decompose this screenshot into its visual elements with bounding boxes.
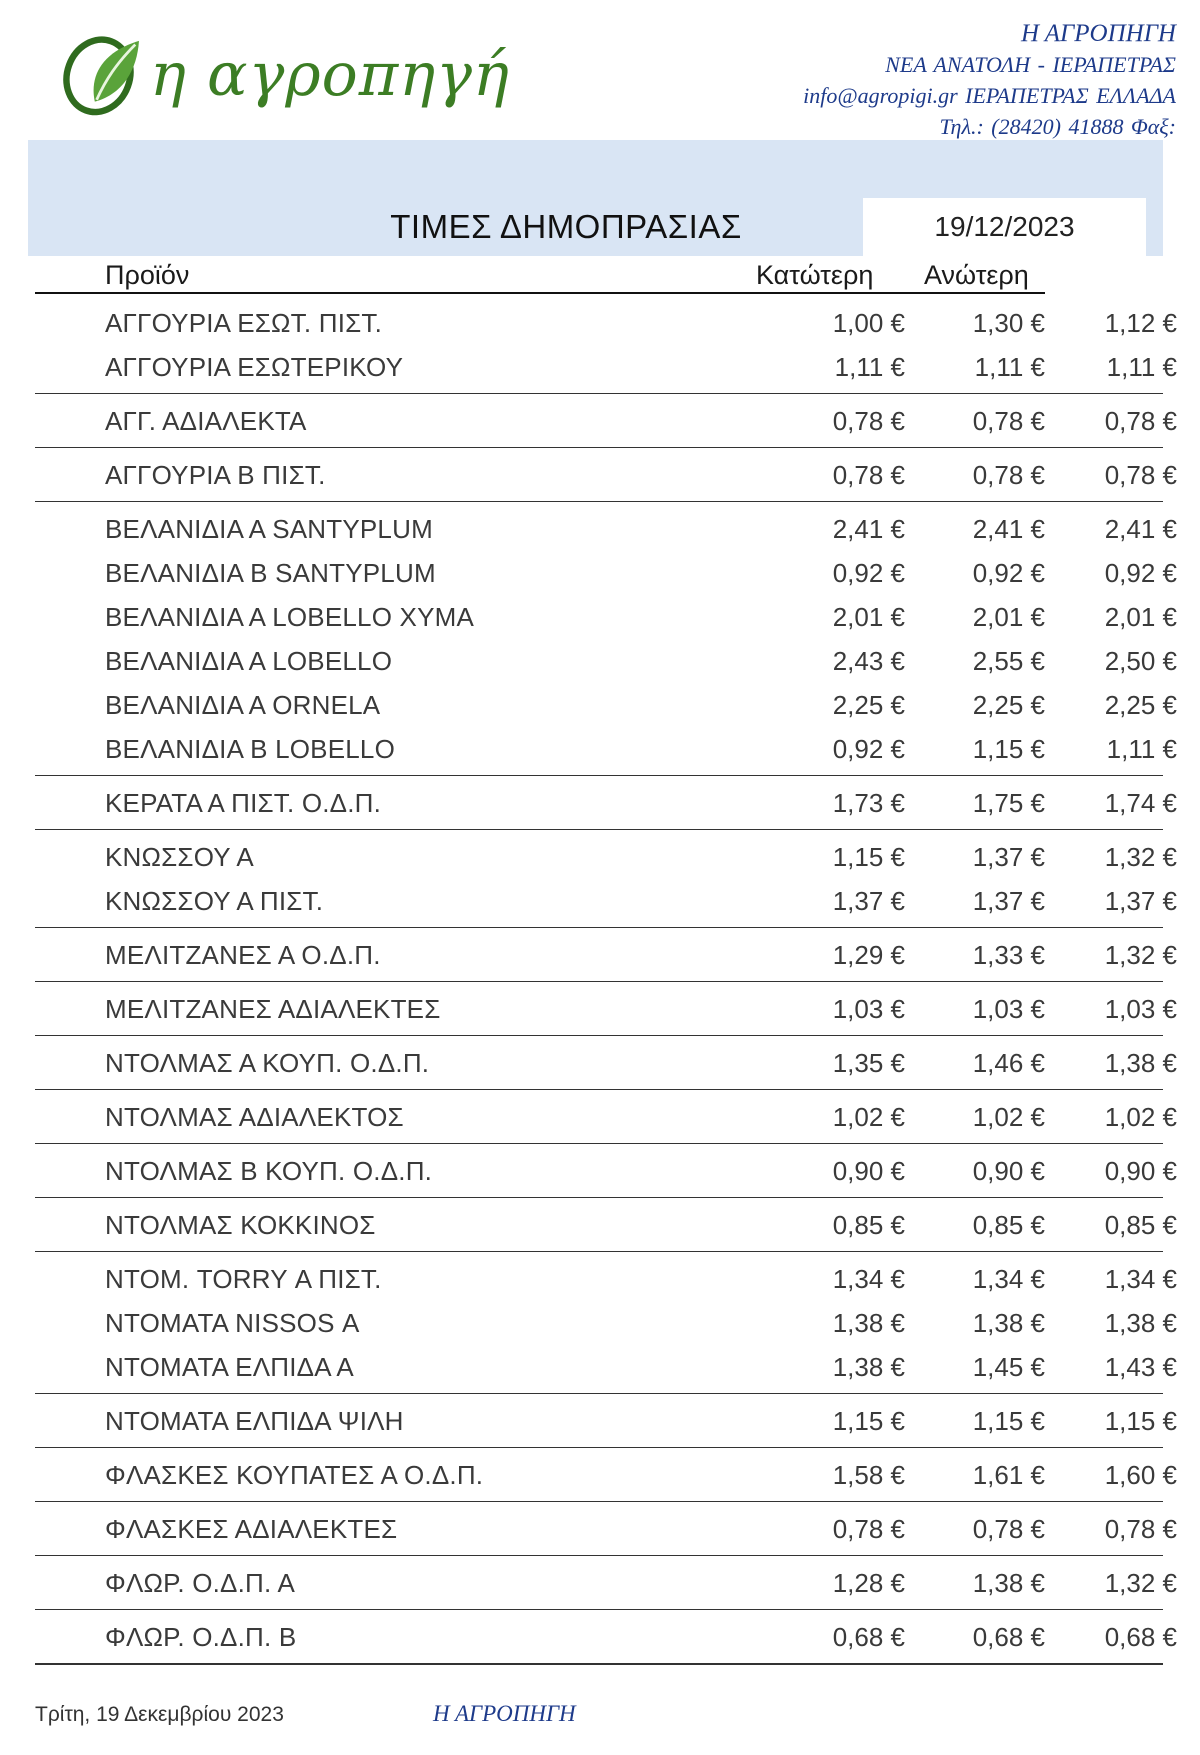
product-name: ΦΛΑΣΚΕΣ ΑΔΙΑΛΕΚΤΕΣ bbox=[105, 1514, 398, 1544]
price-high: 2,55 € bbox=[972, 646, 1045, 676]
row-group bbox=[35, 1252, 1177, 1394]
price-average: 1,32 € bbox=[1104, 1568, 1177, 1598]
row-group bbox=[35, 776, 1177, 830]
logo-text: η αγροπηγή bbox=[150, 40, 510, 110]
table-row bbox=[35, 344, 1177, 388]
price-low: 0,92 € bbox=[832, 734, 905, 764]
price-high: 1,03 € bbox=[972, 994, 1045, 1024]
product-name: ΑΓΓ. ΑΔΙΑΛΕΚΤΑ bbox=[105, 406, 307, 436]
price-low: 0,78 € bbox=[832, 1514, 905, 1544]
price-low: 1,38 € bbox=[832, 1352, 905, 1382]
price-low: 0,92 € bbox=[832, 558, 905, 588]
price-low: 0,68 € bbox=[832, 1622, 905, 1652]
price-high: 0,78 € bbox=[972, 460, 1045, 490]
price-average: 0,90 € bbox=[1104, 1156, 1177, 1186]
price-high: 1,37 € bbox=[972, 842, 1045, 872]
price-low: 0,78 € bbox=[832, 460, 905, 490]
price-high: 0,68 € bbox=[972, 1622, 1045, 1652]
price-high: 1,15 € bbox=[972, 734, 1045, 764]
product-name: ΚΕΡΑΤΑ Α ΠΙΣΤ. Ο.Δ.Π. bbox=[105, 788, 382, 818]
table-row bbox=[35, 506, 1177, 550]
table-row bbox=[35, 1506, 1177, 1550]
row-group bbox=[35, 448, 1177, 502]
product-name: ΝΤΟΛΜΑΣ ΑΔΙΑΛΕΚΤΟΣ bbox=[105, 1102, 404, 1132]
column-header-low: Κατώτερη bbox=[756, 260, 874, 290]
table-row bbox=[35, 1040, 1177, 1084]
price-average: 1,03 € bbox=[1104, 994, 1177, 1024]
price-average: 0,68 € bbox=[1104, 1622, 1177, 1652]
leaf-logo-icon bbox=[58, 28, 150, 120]
price-low: 1,29 € bbox=[832, 940, 905, 970]
logo bbox=[58, 26, 510, 126]
price-high: 1,34 € bbox=[972, 1264, 1045, 1294]
price-low: 2,01 € bbox=[832, 602, 905, 632]
company-phone-line: Τηλ.: (28420) 41888 Φαξ: bbox=[939, 114, 1176, 139]
column-header-high: Ανώτερη bbox=[924, 260, 1029, 290]
row-group bbox=[35, 830, 1177, 928]
table-row bbox=[35, 1148, 1177, 1192]
price-average: 2,50 € bbox=[1104, 646, 1177, 676]
table-row bbox=[35, 834, 1177, 878]
price-high: 1,30 € bbox=[972, 308, 1045, 338]
product-name: ΝΤΟΛΜΑΣ ΚΟΚΚΙΝΟΣ bbox=[105, 1210, 376, 1240]
product-name: ΚΝΩΣΣΟΥ Α bbox=[105, 842, 254, 872]
row-group bbox=[35, 1198, 1177, 1252]
product-name: ΝΤΟΛΜΑΣ Β ΚΟΥΠ. Ο.Δ.Π. bbox=[105, 1156, 433, 1186]
product-name: ΜΕΛΙΤΖΑΝΕΣ Α Ο.Δ.Π. bbox=[105, 940, 381, 970]
price-average: 1,37 € bbox=[1104, 886, 1177, 916]
column-header-product: Προϊόν bbox=[105, 260, 190, 290]
auction-date: 19/12/2023 bbox=[863, 198, 1146, 256]
page-title: ΤΙΜΕΣ ΔΗΜΟΠΡΑΣΙΑΣ bbox=[390, 208, 742, 245]
table-row bbox=[35, 1300, 1177, 1344]
table-row bbox=[35, 726, 1177, 770]
table-row bbox=[35, 932, 1177, 976]
price-high: 0,90 € bbox=[972, 1156, 1045, 1186]
price-high: 0,78 € bbox=[972, 406, 1045, 436]
price-average: 2,41 € bbox=[1104, 514, 1177, 544]
product-name: ΦΛΩΡ. Ο.Δ.Π. Α bbox=[105, 1568, 295, 1598]
table-row bbox=[35, 682, 1177, 726]
price-average: 1,11 € bbox=[1106, 734, 1177, 764]
price-high: 1,38 € bbox=[972, 1568, 1045, 1598]
price-average: 1,32 € bbox=[1104, 842, 1177, 872]
footer-company: Η ΑΓΡΟΠΗΓΗ bbox=[433, 1701, 576, 1726]
product-name: ΒΕΛΑΝΙΔΙΑ Α SANTYPLUM bbox=[105, 514, 433, 544]
column-header bbox=[35, 256, 1045, 294]
price-average: 2,25 € bbox=[1104, 690, 1177, 720]
price-low: 1,11 € bbox=[834, 352, 905, 382]
product-name: ΒΕΛΑΝΙΔΙΑ Α ORNELA bbox=[105, 690, 381, 720]
price-average: 0,92 € bbox=[1104, 558, 1177, 588]
price-high: 2,25 € bbox=[972, 690, 1045, 720]
product-name: ΑΓΓΟΥΡΙΑ Β ΠΙΣΤ. bbox=[105, 460, 326, 490]
price-average: 1,74 € bbox=[1104, 788, 1177, 818]
product-name: ΝΤΟΜΑΤΑ NISSOS Α bbox=[105, 1308, 360, 1338]
product-name: ΑΓΓΟΥΡΙΑ ΕΣΩΤ. ΠΙΣΤ. bbox=[105, 308, 383, 338]
price-low: 0,90 € bbox=[832, 1156, 905, 1186]
price-high: 1,75 € bbox=[972, 788, 1045, 818]
table-row bbox=[35, 1398, 1177, 1442]
price-low: 1,02 € bbox=[832, 1102, 905, 1132]
product-name: ΝΤΟΜΑΤΑ ΕΛΠΙΔΑ Α bbox=[105, 1352, 354, 1382]
price-high: 1,11 € bbox=[974, 352, 1045, 382]
price-average: 1,11 € bbox=[1106, 352, 1177, 382]
price-average: 0,78 € bbox=[1104, 406, 1177, 436]
company-email-line: info@agropigi.gr ΙΕΡΑΠΕΤΡΑΣ ΕΛΛΑΔΑ bbox=[803, 83, 1176, 108]
price-average: 1,15 € bbox=[1104, 1406, 1177, 1436]
price-high: 1,61 € bbox=[972, 1460, 1045, 1490]
table-row bbox=[35, 594, 1177, 638]
price-table bbox=[35, 296, 1177, 1665]
row-group bbox=[35, 1090, 1177, 1144]
company-header bbox=[803, 18, 1176, 142]
table-row bbox=[35, 780, 1177, 824]
table-row bbox=[35, 452, 1177, 496]
price-low: 1,58 € bbox=[832, 1460, 905, 1490]
price-average: 0,78 € bbox=[1104, 1514, 1177, 1544]
price-high: 1,38 € bbox=[972, 1308, 1045, 1338]
product-name: ΝΤΟΜ. TORRY Α ΠΙΣΤ. bbox=[105, 1264, 382, 1294]
price-low: 1,37 € bbox=[832, 886, 905, 916]
price-low: 1,34 € bbox=[832, 1264, 905, 1294]
row-group bbox=[35, 1610, 1177, 1665]
table-row bbox=[35, 1344, 1177, 1388]
price-low: 1,15 € bbox=[832, 1406, 905, 1436]
price-average: 1,43 € bbox=[1104, 1352, 1177, 1382]
product-name: ΝΤΟΛΜΑΣ Α ΚΟΥΠ. Ο.Δ.Π. bbox=[105, 1048, 430, 1078]
price-low: 2,41 € bbox=[832, 514, 905, 544]
price-average: 0,85 € bbox=[1104, 1210, 1177, 1240]
row-group bbox=[35, 1036, 1177, 1090]
price-low: 2,43 € bbox=[832, 646, 905, 676]
price-average: 1,38 € bbox=[1104, 1308, 1177, 1338]
table-row bbox=[35, 1452, 1177, 1496]
product-name: ΚΝΩΣΣΟΥ Α ΠΙΣΤ. bbox=[105, 886, 324, 916]
product-name: ΑΓΓΟΥΡΙΑ ΕΣΩΤΕΡΙΚΟΥ bbox=[105, 352, 404, 382]
row-group bbox=[35, 928, 1177, 982]
table-row bbox=[35, 1614, 1177, 1658]
price-low: 0,78 € bbox=[832, 406, 905, 436]
table-row bbox=[35, 398, 1177, 442]
product-name: ΦΛΩΡ. Ο.Δ.Π. Β bbox=[105, 1622, 297, 1652]
product-name: ΒΕΛΑΝΙΔΙΑ Α LOBELLO ΧΥΜΑ bbox=[105, 602, 475, 632]
footer-date: Τρίτη, 19 Δεκεμβρίου 2023 bbox=[35, 1703, 284, 1726]
table-row bbox=[35, 878, 1177, 922]
price-high: 1,45 € bbox=[972, 1352, 1045, 1382]
price-low: 1,73 € bbox=[832, 788, 905, 818]
price-high: 1,46 € bbox=[972, 1048, 1045, 1078]
price-average: 1,02 € bbox=[1104, 1102, 1177, 1132]
price-low: 1,03 € bbox=[832, 994, 905, 1024]
price-high: 2,41 € bbox=[972, 514, 1045, 544]
price-average: 1,60 € bbox=[1104, 1460, 1177, 1490]
price-high: 0,85 € bbox=[972, 1210, 1045, 1240]
price-low: 1,15 € bbox=[832, 842, 905, 872]
price-high: 1,15 € bbox=[972, 1406, 1045, 1436]
product-name: ΦΛΑΣΚΕΣ ΚΟΥΠΑΤΕΣ Α Ο.Δ.Π. bbox=[105, 1460, 484, 1490]
price-average: 0,78 € bbox=[1104, 460, 1177, 490]
table-row bbox=[35, 1094, 1177, 1138]
price-low: 1,00 € bbox=[832, 308, 905, 338]
price-average: 2,01 € bbox=[1104, 602, 1177, 632]
row-group bbox=[35, 502, 1177, 776]
company-location: ΝΕΑ ΑΝΑΤΟΛΗ - ΙΕΡΑΠΕΤΡΑΣ bbox=[885, 52, 1176, 77]
price-high: 2,01 € bbox=[972, 602, 1045, 632]
row-group bbox=[35, 1556, 1177, 1610]
row-group bbox=[35, 1394, 1177, 1448]
price-low: 0,85 € bbox=[832, 1210, 905, 1240]
price-high: 1,37 € bbox=[972, 886, 1045, 916]
product-name: ΜΕΛΙΤΖΑΝΕΣ ΑΔΙΑΛΕΚΤΕΣ bbox=[105, 994, 441, 1024]
price-high: 0,78 € bbox=[972, 1514, 1045, 1544]
price-average: 1,34 € bbox=[1104, 1264, 1177, 1294]
table-row bbox=[35, 638, 1177, 682]
row-group bbox=[35, 394, 1177, 448]
table-row bbox=[35, 300, 1177, 344]
price-high: 1,02 € bbox=[972, 1102, 1045, 1132]
price-high: 0,92 € bbox=[972, 558, 1045, 588]
price-average: 1,32 € bbox=[1104, 940, 1177, 970]
price-low: 2,25 € bbox=[832, 690, 905, 720]
table-row bbox=[35, 986, 1177, 1030]
product-name: ΒΕΛΑΝΙΔΙΑ Β LOBELLO bbox=[105, 734, 395, 764]
product-name: ΒΕΛΑΝΙΔΙΑ Β SANTYPLUM bbox=[105, 558, 436, 588]
price-low: 1,38 € bbox=[832, 1308, 905, 1338]
row-group bbox=[35, 1448, 1177, 1502]
table-row bbox=[35, 550, 1177, 594]
price-low: 1,28 € bbox=[832, 1568, 905, 1598]
row-group bbox=[35, 1144, 1177, 1198]
price-average: 1,38 € bbox=[1104, 1048, 1177, 1078]
price-high: 1,33 € bbox=[972, 940, 1045, 970]
table-row bbox=[35, 1560, 1177, 1604]
price-low: 1,35 € bbox=[832, 1048, 905, 1078]
row-group bbox=[35, 1502, 1177, 1556]
price-average: 1,12 € bbox=[1104, 308, 1177, 338]
row-group bbox=[35, 982, 1177, 1036]
company-name: Η ΑΓΡΟΠΗΓΗ bbox=[1020, 20, 1176, 47]
row-group bbox=[35, 296, 1177, 394]
product-name: ΒΕΛΑΝΙΔΙΑ Α LOBELLO bbox=[105, 646, 393, 676]
product-name: ΝΤΟΜΑΤΑ ΕΛΠΙΔΑ ΨΙΛΗ bbox=[105, 1406, 404, 1436]
table-row bbox=[35, 1202, 1177, 1246]
table-row bbox=[35, 1256, 1177, 1300]
